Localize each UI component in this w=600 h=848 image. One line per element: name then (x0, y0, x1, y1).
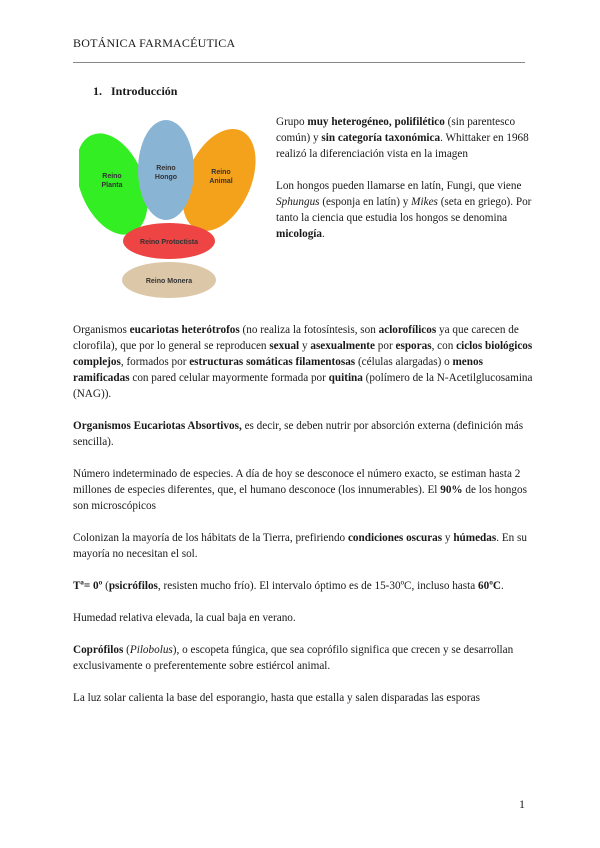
body-text (73, 322, 533, 722)
reino-hongo-label-2: Hongo (154, 174, 178, 181)
body-paragraph-4: Colonizan la mayoría de los hábitats de la Tierra, prefiriendo condiciones oscuras y húmedas. En su mayoría no necesitan el sol. (73, 532, 527, 560)
page-number: 1 (519, 797, 525, 811)
reino-planta-label-2: Planta (101, 182, 123, 189)
page-header: BOTÁNICA FARMACÉUTICA (73, 36, 236, 50)
body-paragraph-6: Humedad relativa elevada, la cual baja en verano. (73, 612, 296, 624)
body-paragraph-3: Número indeterminado de especies. A día de hoy se desconoce el número exacto, se estiman hasta 2 millones de especies diferentes, que, el humano desconoce (los innumerables). El 90% de los hongos son microscópicos (73, 468, 527, 512)
section-title: Introducción (111, 84, 178, 98)
reino-animal-label-1: Reino (211, 169, 231, 176)
section-number: 1. (93, 84, 102, 98)
intro-paragraph-1: Grupo muy heterogéneo, polifilético (sin parentesco común) y sin categoría taxonómica. Whittaker en 1968 realizó la diferenciación vista en la imagen (276, 116, 529, 160)
body-paragraph-5: Tª= 0º (psicrófilos, resisten mucho frío). El intervalo óptimo es de 15-30ºC, incluso hasta 60ºC. (73, 580, 504, 592)
body-paragraph-2: Organismos Eucariotas Absortivos, es decir, se deben nutrir por absorción externa (definición más sencilla). (73, 420, 524, 448)
reino-protoctista-label: Reino Protoctista (140, 239, 198, 246)
reino-planta-label-1: Reino (102, 173, 122, 180)
header-rule (73, 62, 525, 63)
reino-monera-label: Reino Monera (145, 278, 193, 285)
body-paragraph-1: Organismos eucariotas heterótrofos (no realiza la fotosíntesis, son aclorofílicos ya que carecen de clorofila), que por lo general se reproducen sexual y asexualmente por esporas, con ciclos biológicos complejos, formados por estructuras somáticas filamentosas (células alargadas) o menos ramificadas con pared celular mayormente formada por quitina (polímero de la N-Acetilglucosamina (NAG)). (73, 324, 533, 400)
section-heading (93, 84, 177, 99)
intro-text-column (276, 114, 532, 258)
kingdoms-diagram (79, 120, 259, 305)
body-paragraph-8: La luz solar calienta la base del esporangio, hasta que estalla y salen disparadas las esporas (73, 692, 480, 704)
reino-animal-label-2: Animal (209, 178, 233, 185)
intro-paragraph-2: Lon hongos pueden llamarse en latín, Fungi, que viene Sphungus (esponja en latín) y Mikes (seta en griego). Por tanto la ciencia que estudia los hongos se denomina micología. (276, 180, 532, 240)
reino-hongo-label-1: Reino (156, 165, 176, 172)
body-paragraph-7: Coprófilos (Pilobolus), o escopeta fúngica, que sea coprófilo significa que crecen y se desarrollan exclusivamente o preferentemente sobre estiércol animal. (73, 644, 514, 672)
